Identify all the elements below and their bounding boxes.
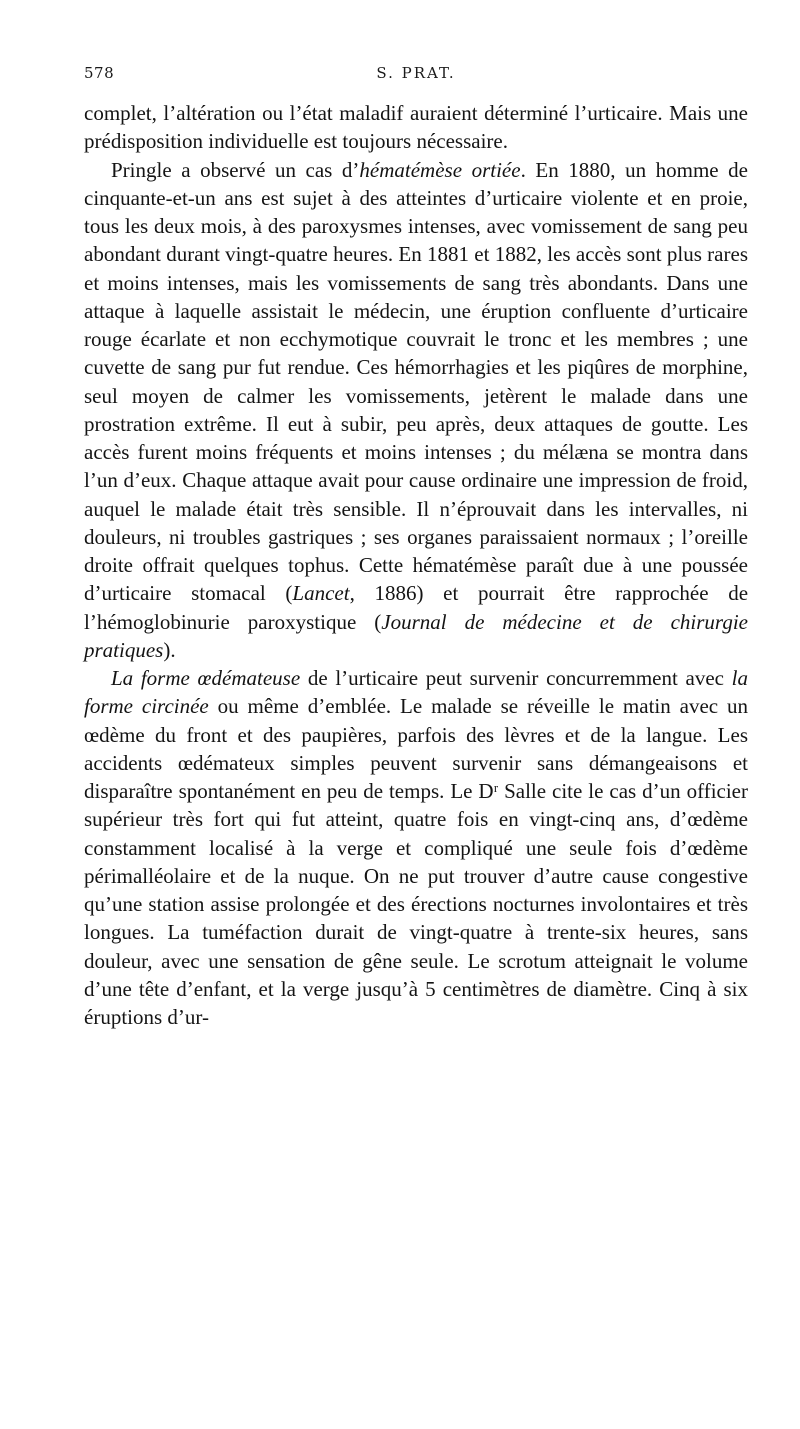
text-segment: . En 1880, un homme de cinquante-et-un ans est sujet à des atteintes d’urticaire violente et en proie, tous les deux mois, à des paroxysmes intenses, avec vomissement de sang peu abondant durant vingt-quatre heures. En 1881 et 1882, les accès sont plus rares et moins intenses, mais les vomissements de sang très abondants. Dans une attaque à laquelle assistait le médecin, une éruption confluente d’urticaire rouge écarlate et non ecchymotique couvrait le tronc et les membres ; une cuvette de sang pur fut rendue. Ces hémorrhagies et les piqûres de morphine, seul moyen de calmer les vomissements, jetèrent le malade dans une prostration extrême. Il eut à subir, peu après, deux attaques de goutte. Les accès furent moins fréquents et moins intenses ; du mélæna se montra dans l’un d’eux. Chaque attaque avait pour cause ordinaire une impression de froid, auquel le malade était très sensible. Il n’éprouvait dans les intervalles, ni douleurs, ni troubles gastriques ; ses organes paraissaient normaux ; l’oreille droite offrait quelques tophus. Cette hématémèse paraît due à une poussée d’urticaire stomacal ( [84,157,748,606]
running-head: S. PRAT. [376,64,456,82]
paragraph-pringle-hematemesis [84,156,748,665]
italic-citation: Lancet [292,581,350,606]
text-segment: ou même d’emblée. Le malade se réveille le matin avec un œdème du front et des paupières, parfois des lèvres et de la langue. Les accidents œdémateux simples peuvent survenir sans démangeaisons et disparaître spontanément en peu de temps. Le Dʳ Salle cite le cas d’un officier supérieur très fort qui fut atteint, quatre fois en vingt-cinq ans, d’œdème constamment localisé à la verge et compliqué une seule fois d’œdème périmalléolaire et de la nuque. On ne put trouver d’autre cause congestive qu’une station assise prolongée et des érections nocturnes involontaires et très longues. La tuméfaction durait de vingt-quatre à trente-six heures, sans douleur, avec une sensation de gêne seule. Le scrotum atteignait le volume d’une tête d’enfant, et la verge jusqu’à 5 centimètres de diamètre. Cinq à six éruptions d’ur- [84,694,749,1029]
italic-citation: Journal de médecine et de chirurgie pratiques [84,609,748,662]
italic-term: hématémèse ortiée [359,157,521,182]
italic-term: La forme œdémateuse [111,666,301,690]
text-segment: Pringle a observé un cas d’ [111,157,360,182]
text-segment: , 1886) et pourrait être rapprochée de l’hémoglobinurie paroxystique ( [84,581,749,634]
body-text [84,99,748,1031]
text-segment: de l’urticaire peut survenir concurremment avec [300,666,732,690]
page-header [84,64,748,86]
text-segment: ). [163,637,176,662]
paragraph-continued [84,99,748,156]
page-number: 578 [84,64,115,82]
text-segment: complet, l’altération ou l’état maladif auraient déterminé l’urticaire. Mais une prédisposition individuelle est toujours nécessaire. [84,101,748,154]
paragraph-oedematous-form [84,664,748,1031]
italic-term: la forme circinée [84,666,748,719]
